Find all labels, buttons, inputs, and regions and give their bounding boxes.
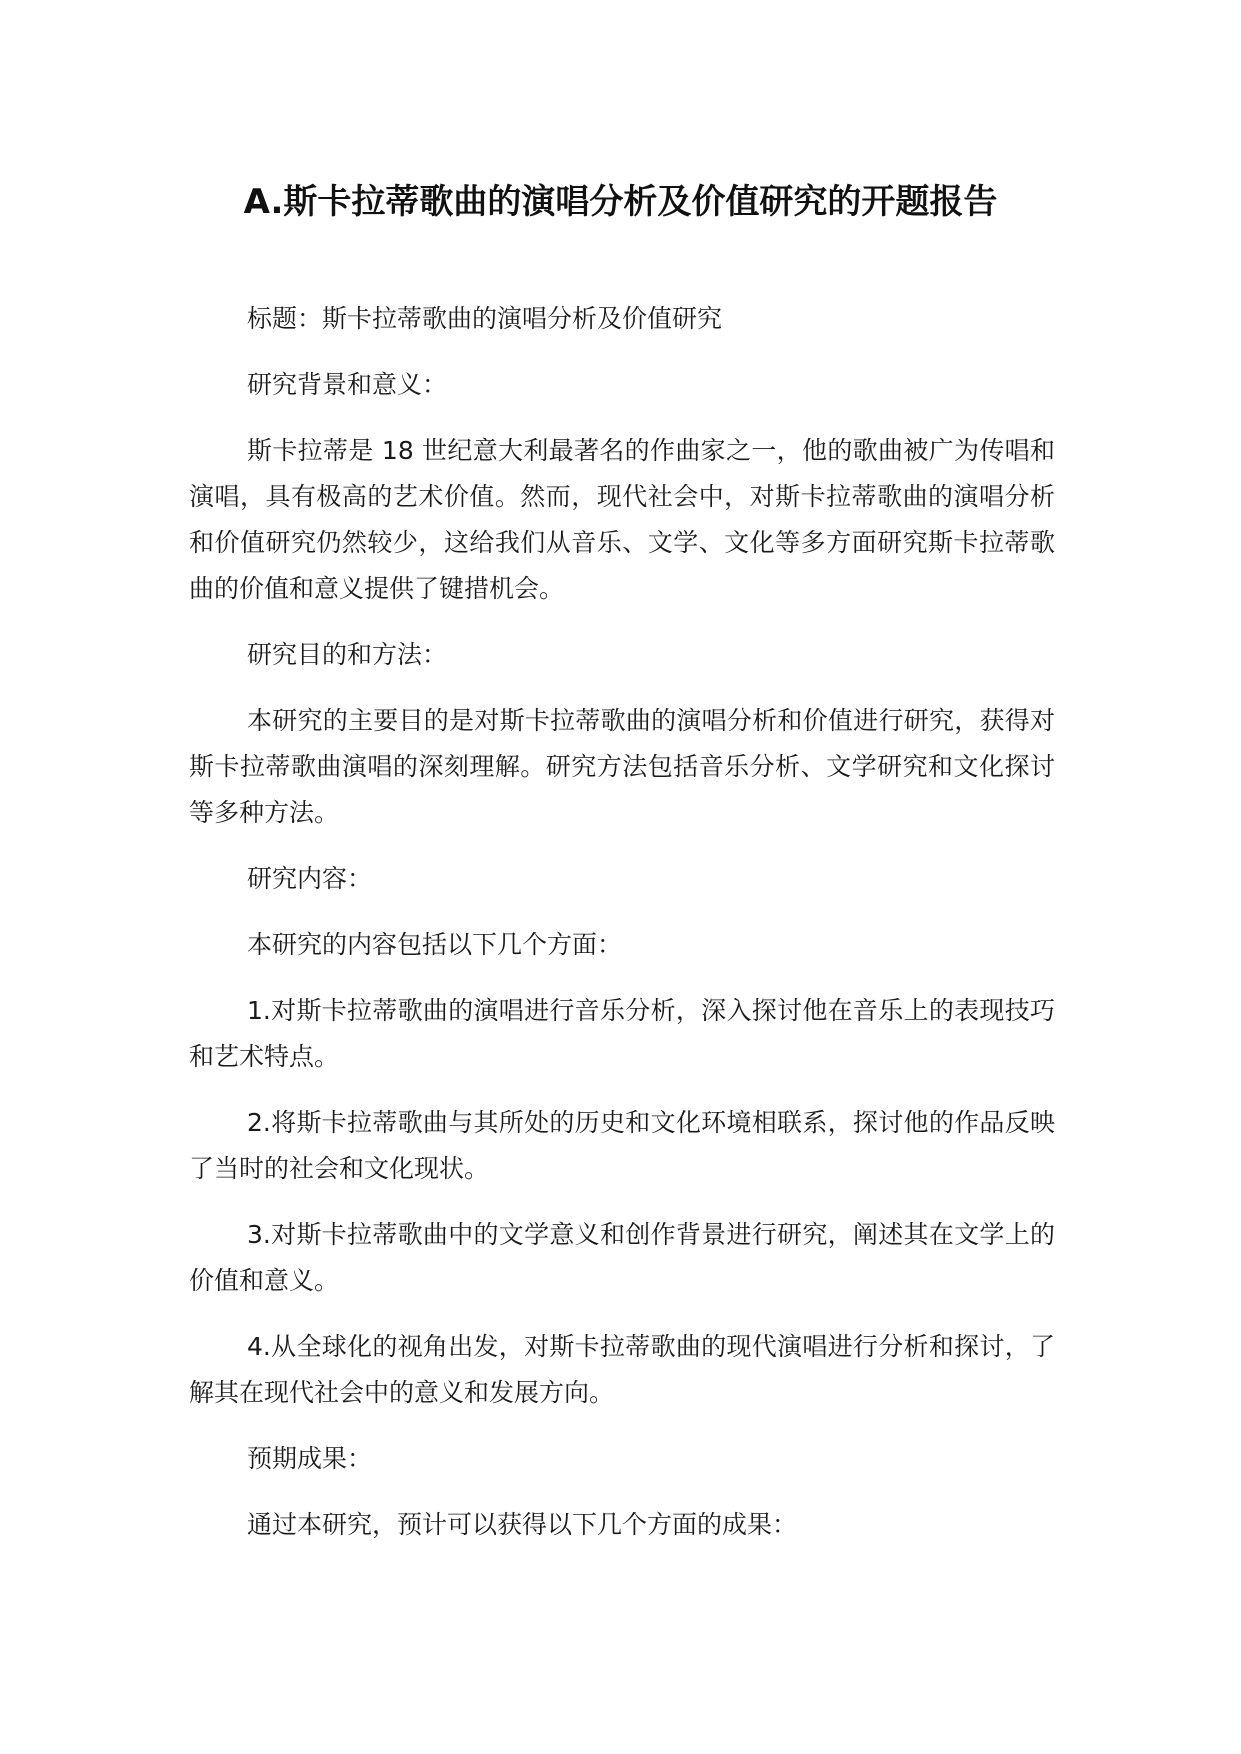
document-body: [189, 296, 1055, 1568]
list-item: 1.对斯卡拉蒂歌曲的演唱进行音乐分析，深入探讨他在音乐上的表现技巧和艺术特点。: [189, 996, 1055, 1071]
paragraph-expected-results: 通过本研究，预计可以获得以下几个方面的成果：: [247, 1510, 798, 1539]
document-title: A.斯卡拉蒂歌曲的演唱分析及价值研究的开题报告: [243, 182, 998, 222]
heading-purpose-methods: 研究目的和方法：: [247, 640, 448, 669]
paragraph-title-line: 标题：斯卡拉蒂歌曲的演唱分析及价值研究: [247, 304, 723, 333]
list-item: 3.对斯卡拉蒂歌曲中的文学意义和创作背景进行研究，阐述其在文学上的价值和意义。: [189, 1220, 1055, 1295]
paragraph-purpose-methods: 本研究的主要目的是对斯卡拉蒂歌曲的演唱分析和价值进行研究，获得对斯卡拉蒂歌曲演唱的深刻理解。研究方法包括音乐分析、文学研究和文化探讨等多种方法。: [189, 706, 1055, 827]
heading-background: 研究背景和意义：: [247, 370, 448, 399]
heading-content: 研究内容：: [247, 864, 373, 893]
list-item: 2.将斯卡拉蒂歌曲与其所处的历史和文化环境相联系，探讨他的作品反映了当时的社会和文化现状。: [189, 1108, 1055, 1183]
heading-expected-results: 预期成果：: [247, 1444, 373, 1473]
paragraph-background: 斯卡拉蒂是 18 世纪意大利最著名的作曲家之一，他的歌曲被广为传唱和演唱，具有极高的艺术价值。然而，现代社会中，对斯卡拉蒂歌曲的演唱分析和价值研究仍然较少，这给我们从音乐、文学、文化等多方面研究斯卡拉蒂歌曲的价值和意义提供了键措机会。: [189, 436, 1055, 603]
paragraph-content-intro: 本研究的内容包括以下几个方面：: [247, 930, 623, 959]
list-item: 4.从全球化的视角出发，对斯卡拉蒂歌曲的现代演唱进行分析和探讨，了解其在现代社会中的意义和发展方向。: [189, 1332, 1055, 1407]
